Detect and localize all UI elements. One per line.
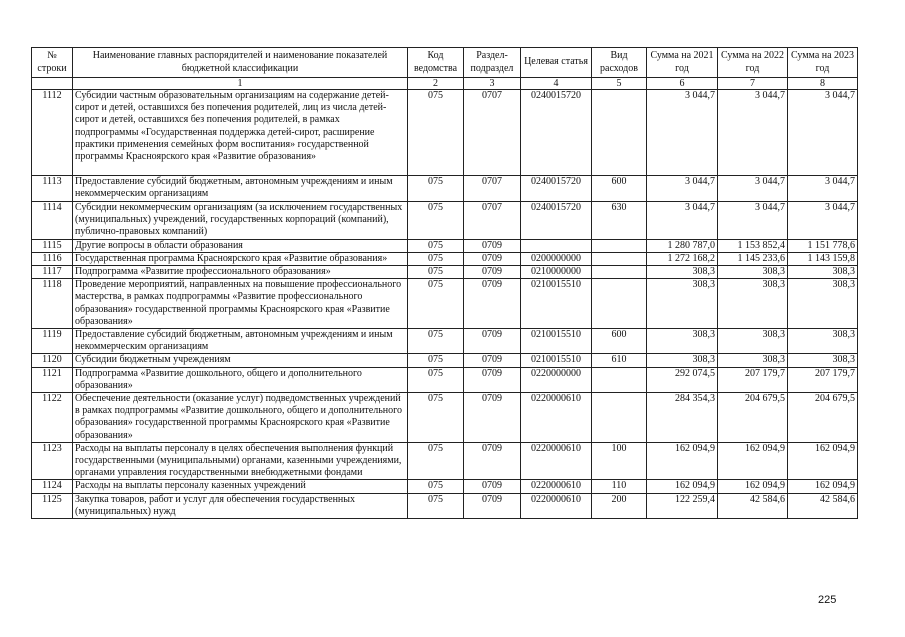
- row-sum-2022: 162 094,9: [718, 480, 788, 493]
- row-section-code: 0709: [464, 329, 521, 354]
- row-sum-2023: 3 044,7: [788, 176, 858, 202]
- row-sum-2023: 1 151 778,6: [788, 239, 858, 252]
- row-sum-2023: 3 044,7: [788, 90, 858, 176]
- table-row: [32, 393, 858, 443]
- row-target-code: 0210015510: [521, 279, 592, 329]
- row-sum-2022: 3 044,7: [718, 90, 788, 176]
- row-sum-2023: 207 179,7: [788, 367, 858, 392]
- column-number: [32, 78, 73, 90]
- row-section-code: 0709: [464, 493, 521, 518]
- row-number: 1124: [32, 480, 73, 493]
- budget-table: [31, 47, 858, 519]
- row-sum-2022: 308,3: [718, 279, 788, 329]
- row-sum-2023: 308,3: [788, 329, 858, 354]
- column-number: 5: [592, 78, 647, 90]
- row-kind-code: [592, 279, 647, 329]
- row-sum-2022: 162 094,9: [718, 442, 788, 480]
- row-number: 1119: [32, 329, 73, 354]
- row-name: Предоставление субсидий бюджетным, автономным учреждениям и иным некоммерческим организациям: [73, 176, 408, 202]
- row-dept-code: 075: [408, 393, 464, 443]
- header-sum-2022: Сумма на 2022 год: [718, 48, 788, 78]
- row-number: 1120: [32, 354, 73, 367]
- row-number: 1122: [32, 393, 73, 443]
- row-section-code: 0709: [464, 266, 521, 279]
- table-row: [32, 480, 858, 493]
- row-section-code: 0707: [464, 202, 521, 240]
- row-section-code: 0709: [464, 393, 521, 443]
- row-target-code: 0220000610: [521, 493, 592, 518]
- row-sum-2022: 3 044,7: [718, 202, 788, 240]
- row-kind-code: [592, 393, 647, 443]
- row-dept-code: 075: [408, 239, 464, 252]
- header-kind: Вид расходов: [592, 48, 647, 78]
- row-target-code: 0220000610: [521, 480, 592, 493]
- row-kind-code: 630: [592, 202, 647, 240]
- row-sum-2023: 162 094,9: [788, 442, 858, 480]
- row-section-code: 0709: [464, 442, 521, 480]
- row-sum-2021: 122 259,4: [647, 493, 718, 518]
- page-number: 225: [818, 594, 837, 606]
- row-dept-code: 075: [408, 252, 464, 265]
- row-dept-code: 075: [408, 329, 464, 354]
- row-sum-2021: 284 354,3: [647, 393, 718, 443]
- table-row: [32, 367, 858, 392]
- row-section-code: 0707: [464, 90, 521, 176]
- row-name: Проведение мероприятий, направленных на повышение профессионального мастерства, в рамках подпрограммы «Развитие профессионального образования» государственной программы Красноярского края «Развитие образования»: [73, 279, 408, 329]
- row-sum-2021: 1 272 168,2: [647, 252, 718, 265]
- row-kind-code: 200: [592, 493, 647, 518]
- row-sum-2021: 308,3: [647, 266, 718, 279]
- row-number: 1114: [32, 202, 73, 240]
- row-name: Обеспечение деятельности (оказание услуг) подведомственных учреждений в рамках подпрограммы «Развитие дошкольного, общего и дополнительного образования» государственной программы Красноярского края «Развитие образования»: [73, 393, 408, 443]
- row-section-code: 0709: [464, 239, 521, 252]
- row-kind-code: [592, 252, 647, 265]
- row-target-code: 0200000000: [521, 252, 592, 265]
- row-sum-2022: 1 145 233,6: [718, 252, 788, 265]
- row-sum-2023: 42 584,6: [788, 493, 858, 518]
- row-kind-code: [592, 239, 647, 252]
- row-number: 1116: [32, 252, 73, 265]
- row-sum-2021: 3 044,7: [647, 202, 718, 240]
- header-target: Целевая статья: [521, 48, 592, 78]
- row-sum-2023: 308,3: [788, 279, 858, 329]
- column-number: 1: [73, 78, 408, 90]
- row-dept-code: 075: [408, 176, 464, 202]
- row-target-code: 0220000000: [521, 367, 592, 392]
- row-sum-2022: 308,3: [718, 266, 788, 279]
- row-sum-2021: 292 074,5: [647, 367, 718, 392]
- row-section-code: 0709: [464, 367, 521, 392]
- row-kind-code: [592, 266, 647, 279]
- row-dept-code: 075: [408, 442, 464, 480]
- row-sum-2023: 3 044,7: [788, 202, 858, 240]
- row-name: Предоставление субсидий бюджетным, автономным учреждениям и иным некоммерческим организациям: [73, 329, 408, 354]
- row-target-code: 0210000000: [521, 266, 592, 279]
- column-number: 8: [788, 78, 858, 90]
- row-number: 1117: [32, 266, 73, 279]
- table-row: [32, 279, 858, 329]
- row-target-code: 0220000610: [521, 442, 592, 480]
- table-row: [32, 442, 858, 480]
- row-sum-2022: 308,3: [718, 354, 788, 367]
- row-name: Подпрограмма «Развитие дошкольного, общего и дополнительного образования»: [73, 367, 408, 392]
- row-sum-2022: 3 044,7: [718, 176, 788, 202]
- row-sum-2022: 1 153 852,4: [718, 239, 788, 252]
- row-number: 1113: [32, 176, 73, 202]
- row-sum-2023: 1 143 159,8: [788, 252, 858, 265]
- row-dept-code: 075: [408, 266, 464, 279]
- table-row: [32, 329, 858, 354]
- row-sum-2021: 3 044,7: [647, 90, 718, 176]
- table-row: [32, 239, 858, 252]
- column-number: 4: [521, 78, 592, 90]
- column-number: 2: [408, 78, 464, 90]
- row-number: 1123: [32, 442, 73, 480]
- row-number: 1112: [32, 90, 73, 176]
- header-sum-2023: Сумма на 2023 год: [788, 48, 858, 78]
- row-name: Расходы на выплаты персоналу в целях обеспечения выполнения функций государственными (муниципальными) органами, казенными учреждениями, органами управления государственными внебюджетными фондами: [73, 442, 408, 480]
- row-sum-2021: 308,3: [647, 279, 718, 329]
- row-sum-2021: 308,3: [647, 354, 718, 367]
- row-sum-2022: 42 584,6: [718, 493, 788, 518]
- row-sum-2023: 308,3: [788, 266, 858, 279]
- row-sum-2023: 162 094,9: [788, 480, 858, 493]
- row-kind-code: 100: [592, 442, 647, 480]
- row-kind-code: 610: [592, 354, 647, 367]
- row-target-code: 0240015720: [521, 176, 592, 202]
- row-kind-code: 110: [592, 480, 647, 493]
- column-number-row: [32, 78, 858, 90]
- table-row: [32, 90, 858, 176]
- row-section-code: 0709: [464, 279, 521, 329]
- row-name: Субсидии частным образовательным организациям на содержание детей-сирот и детей, оставшихся без попечения родителей, лиц из числа детей-сирот и детей, оставшихся без попечения родителей, в рамках подпрограммы «Государственная поддержка детей-сирот, расширение практики применения семейных форм воспитания» государственной программы Красноярского края «Развитие образования»: [73, 90, 408, 176]
- row-kind-code: 600: [592, 176, 647, 202]
- row-name: Субсидии некоммерческим организациям (за исключением государственных (муниципальных) учреждений, государственных корпораций (компаний), публично-правовых компаний): [73, 202, 408, 240]
- row-sum-2021: 162 094,9: [647, 480, 718, 493]
- row-sum-2022: 204 679,5: [718, 393, 788, 443]
- row-sum-2021: 308,3: [647, 329, 718, 354]
- table-row: [32, 202, 858, 240]
- row-dept-code: 075: [408, 354, 464, 367]
- row-number: 1125: [32, 493, 73, 518]
- row-dept-code: 075: [408, 202, 464, 240]
- row-name: Расходы на выплаты персоналу казенных учреждений: [73, 480, 408, 493]
- row-number: 1118: [32, 279, 73, 329]
- table-row: [32, 266, 858, 279]
- row-number: 1121: [32, 367, 73, 392]
- row-target-code: 0210015510: [521, 354, 592, 367]
- row-name: Государственная программа Красноярского края «Развитие образования»: [73, 252, 408, 265]
- row-sum-2021: 3 044,7: [647, 176, 718, 202]
- row-dept-code: 075: [408, 367, 464, 392]
- header-sum-2021: Сумма на 2021 год: [647, 48, 718, 78]
- row-name: Закупка товаров, работ и услуг для обеспечения государственных (муниципальных) нужд: [73, 493, 408, 518]
- row-name: Субсидии бюджетным учреждениям: [73, 354, 408, 367]
- row-dept-code: 075: [408, 493, 464, 518]
- row-target-code: [521, 239, 592, 252]
- row-dept-code: 075: [408, 480, 464, 493]
- row-target-code: 0240015720: [521, 202, 592, 240]
- header-row-no: № строки: [32, 48, 73, 78]
- row-name: Другие вопросы в области образования: [73, 239, 408, 252]
- row-kind-code: [592, 90, 647, 176]
- column-number: 7: [718, 78, 788, 90]
- table-row: [32, 252, 858, 265]
- row-number: 1115: [32, 239, 73, 252]
- column-number: 3: [464, 78, 521, 90]
- row-section-code: 0707: [464, 176, 521, 202]
- row-section-code: 0709: [464, 252, 521, 265]
- table-row: [32, 176, 858, 202]
- row-sum-2022: 308,3: [718, 329, 788, 354]
- row-sum-2021: 162 094,9: [647, 442, 718, 480]
- row-name: Подпрограмма «Развитие профессионального образования»: [73, 266, 408, 279]
- row-target-code: 0220000610: [521, 393, 592, 443]
- table-row: [32, 493, 858, 518]
- row-section-code: 0709: [464, 480, 521, 493]
- header-dept: Код ведомства: [408, 48, 464, 78]
- row-target-code: 0210015510: [521, 329, 592, 354]
- header-row: [32, 48, 858, 78]
- row-dept-code: 075: [408, 90, 464, 176]
- header-section: Раздел-подраздел: [464, 48, 521, 78]
- row-sum-2021: 1 280 787,0: [647, 239, 718, 252]
- row-sum-2022: 207 179,7: [718, 367, 788, 392]
- row-kind-code: [592, 367, 647, 392]
- header-name: Наименование главных распорядителей и наименование показателей бюджетной классификации: [73, 48, 408, 78]
- row-sum-2023: 308,3: [788, 354, 858, 367]
- column-number: 6: [647, 78, 718, 90]
- row-sum-2023: 204 679,5: [788, 393, 858, 443]
- table-row: [32, 354, 858, 367]
- row-target-code: 0240015720: [521, 90, 592, 176]
- row-dept-code: 075: [408, 279, 464, 329]
- row-section-code: 0709: [464, 354, 521, 367]
- table-body: [32, 90, 858, 519]
- row-kind-code: 600: [592, 329, 647, 354]
